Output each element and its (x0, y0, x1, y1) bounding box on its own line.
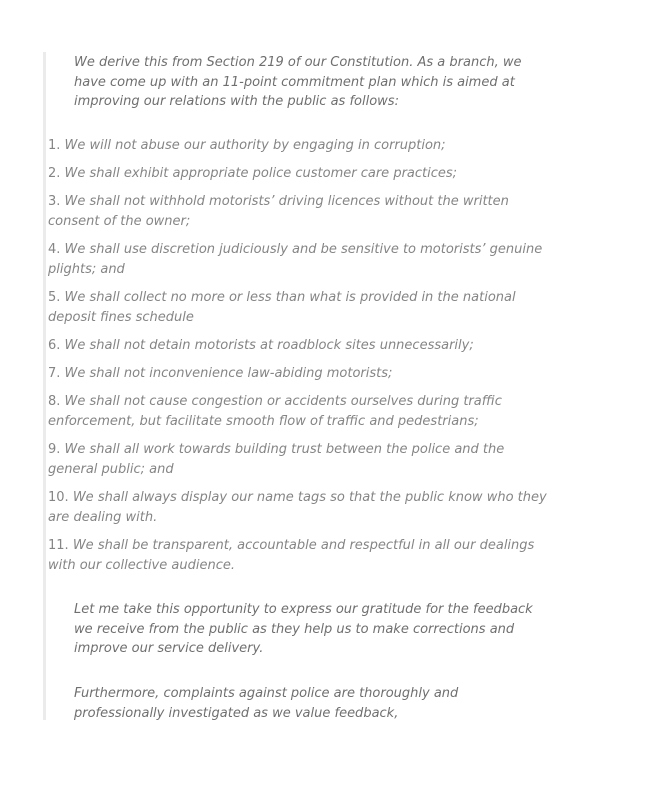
list-item (48, 136, 553, 156)
list-item (48, 192, 553, 232)
list-number: 3. (48, 194, 61, 209)
list-item (48, 164, 553, 184)
list-item (48, 240, 553, 280)
list-number: 5. (48, 290, 61, 305)
list-item (48, 336, 553, 356)
list-number: 8. (48, 394, 61, 409)
list-item-text: We shall be transparent, accountable and respectful in all our dealings with our collective audience. (48, 538, 535, 573)
list-item (48, 392, 553, 432)
list-item (48, 488, 553, 528)
list-item-text: We shall not withhold motorists’ driving licences without the written consent of the owner; (48, 194, 509, 229)
list-item-text: We shall not detain motorists at roadblock sites unnecessarily; (64, 338, 474, 353)
list-item-text: We shall always display our name tags so that the public know who they are dealing with. (48, 490, 547, 525)
intro-paragraph: We derive this from Section 219 of our Constitution. As a branch, we have come up with an 11-point commitment plan which is aimed at improving our relations with the public as follows: (74, 55, 522, 109)
list-item-text: We shall not inconvenience law-abiding motorists; (64, 366, 393, 381)
list-item-text: We shall use discretion judiciously and be sensitive to motorists’ genuine plights; and (48, 242, 543, 277)
list-number: 7. (48, 366, 61, 381)
list-item (48, 536, 553, 576)
list-item (48, 440, 553, 480)
list-number: 10. (48, 490, 69, 505)
list-item-text: We shall not cause congestion or accidents ourselves during traffic enforcement, but facilitate smooth flow of traffic and pedestrians; (48, 394, 502, 429)
commitment-list (48, 136, 553, 584)
list-item-text: We will not abuse our authority by engaging in corruption; (64, 138, 446, 153)
list-item-text: We shall exhibit appropriate police customer care practices; (64, 166, 458, 181)
list-number: 11. (48, 538, 69, 553)
list-number: 2. (48, 166, 61, 181)
list-item-text: We shall all work towards building trust between the police and the general public; and (48, 442, 505, 477)
list-number: 9. (48, 442, 61, 457)
list-item (48, 288, 553, 328)
list-number: 1. (48, 138, 61, 153)
list-number: 6. (48, 338, 61, 353)
list-item-text: We shall collect no more or less than what is provided in the national deposit fines schedule (48, 290, 516, 325)
list-item (48, 364, 553, 384)
closing-paragraph: Furthermore, complaints against police are thoroughly and professionally investigated as we value feedback, (74, 686, 459, 721)
list-number: 4. (48, 242, 61, 257)
gratitude-paragraph: Let me take this opportunity to express our gratitude for the feedback we receive from the public as they help us to make corrections and improve our service delivery. (74, 602, 533, 656)
